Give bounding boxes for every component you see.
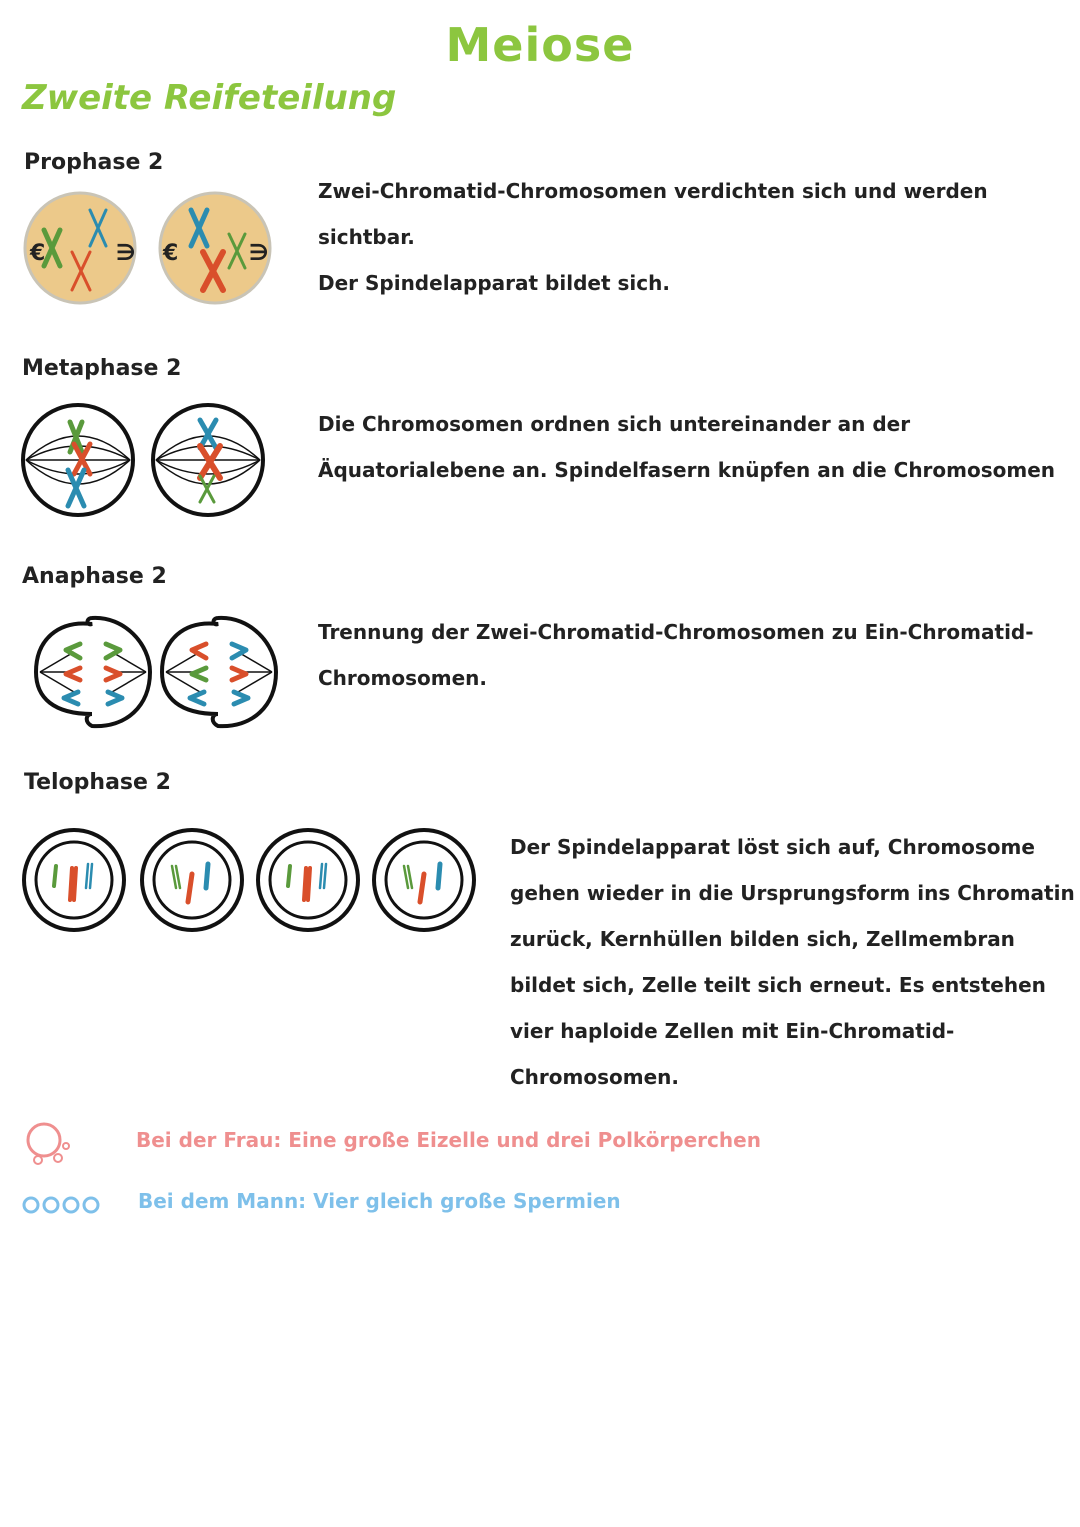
prophase-description: Zwei-Chromatid-Chromosomen verdichten sich und werden sichtbar. Der Spindelapparat bildet sich.: [318, 179, 988, 295]
note-female: Bei der Frau: Eine große Eizelle und drei Polkörperchen: [136, 1128, 761, 1152]
section-heading: Zweite Reifeteilung: [22, 78, 397, 118]
svg-text:∋: ∋: [249, 241, 269, 266]
svg-text:€: €: [30, 241, 46, 266]
phase-label-metaphase: Metaphase 2: [22, 356, 182, 381]
prophase-diagram: [20, 190, 280, 310]
svg-text:€: €: [163, 241, 179, 266]
metaphase-description: Die Chromosomen ordnen sich untereinander an der Äquatorialebene an. Spindelfasern knüpfen an die Chromosomen: [318, 412, 1056, 482]
phase-label-anaphase: Anaphase 2: [22, 564, 167, 589]
telophase-diagram: [20, 826, 480, 936]
telophase-description: Der Spindelapparat löst sich auf, Chromosome gehen wieder in die Ursprungsform ins Chromatin zurück, Kernhüllen bilden sich, Zellmembran bildet sich, Zelle teilt sich erneut. Es entstehen vier haploide Zellen mit Ein-Chromatid- Chromosomen.: [510, 835, 1075, 1089]
metaphase-diagram: [20, 402, 280, 522]
metaphase-cell-2: [153, 405, 263, 515]
telophase-cell-2: [142, 830, 242, 930]
telophase-cell-1: [24, 830, 124, 930]
egg-cell-icon: [26, 1122, 76, 1166]
page-title: Meiose: [445, 18, 635, 72]
svg-text:∋: ∋: [116, 241, 136, 266]
telophase-cell-3: [258, 830, 358, 930]
prophase-cell-1: [25, 193, 136, 303]
metaphase-cell-1: [23, 405, 133, 515]
anaphase-description: Trennung der Zwei-Chromatid-Chromosomen zu Ein-Chromatid- Chromosomen.: [318, 620, 1034, 690]
anaphase-cell-2: [162, 618, 276, 726]
note-male: Bei dem Mann: Vier gleich große Spermien: [138, 1189, 621, 1213]
prophase-cell-2: [160, 193, 270, 303]
anaphase-diagram: [34, 614, 284, 734]
sperm-cells-icon: [22, 1194, 104, 1218]
anaphase-cell-1: [36, 618, 150, 726]
telophase-cell-4: [374, 830, 474, 930]
phase-label-prophase: Prophase 2: [24, 150, 164, 175]
phase-label-telophase: Telophase 2: [24, 770, 171, 795]
